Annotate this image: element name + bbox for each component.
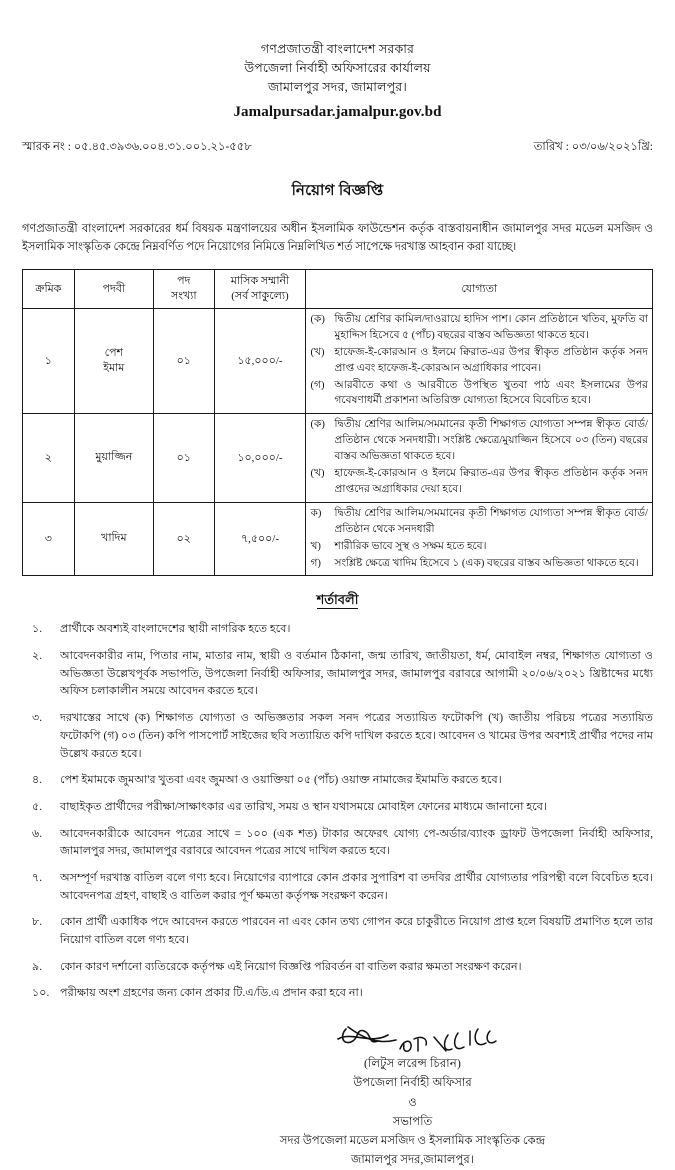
condition-item: [22, 648, 653, 701]
condition-text: প্রার্থীকে অবশ্যই বাংলাদেশের স্থায়ী নাগরিক হতে হবে।: [60, 623, 291, 636]
table-header-row: [23, 270, 653, 309]
condition-item: [22, 826, 653, 861]
signatory-role: সভাপতি: [392, 1115, 433, 1129]
cell-qualification: [306, 502, 653, 576]
condition-number: ৫.: [32, 800, 43, 813]
signatory-name: (লিটুস লরেন্স চিরান): [363, 1057, 462, 1071]
cell-pay: ১৫,০০০/-: [214, 309, 306, 414]
qualification-marker: খ): [310, 540, 321, 552]
qualification-list: [310, 417, 648, 497]
cell-pay: ৭,৫০০/-: [214, 502, 306, 576]
condition-item: [22, 621, 653, 639]
page-title: নিয়োগ বিজ্ঞপ্তি: [291, 182, 384, 199]
condition-number: ২.: [32, 650, 43, 663]
qualification-item: [310, 345, 648, 377]
memo-date: তারিখ : ০৩/০৬/২০২১খ্রি:: [533, 140, 653, 153]
cell-post-line2: ইমাম: [103, 362, 125, 375]
condition-item: [22, 959, 653, 977]
qualification-text: হাফেজ-ই-কোরআন ও ইলমে ক্বিরাত-এর উপর স্বীকৃত প্রতিষ্ঠান কর্তৃক সনদ প্রাপ্ত এবং হাফেজ-ই-কোরআন অগ্রাধিকার পাবেন।: [334, 346, 648, 374]
conditions-list: [22, 621, 653, 1003]
qualification-list: [310, 312, 648, 409]
column-header-count: [154, 270, 214, 309]
letterhead: [22, 0, 653, 124]
cell-post: খাদিম: [74, 502, 153, 576]
condition-number: ৩.: [32, 712, 43, 725]
condition-item: [22, 710, 653, 763]
conditions-heading: [22, 591, 653, 612]
column-header-count-line2: সংখ্যা: [170, 290, 197, 303]
column-header-pay-line1: মাসিক সম্মানী: [230, 275, 290, 288]
condition-item: [22, 985, 653, 1003]
signature-block: [22, 1025, 653, 1170]
cell-post: [74, 309, 153, 414]
cell-serial: ১: [23, 309, 75, 414]
condition-text: কোন প্রার্থী একাধিক পদে আবেদন করতে পারবেন না এবং কোন তথ্য গোপন করে চাকুরীতে নিয়োগ প্রাপ্ত হলে বিষয়টি প্রমাণিত হলে তার নিয়োগ বাতিল বলে গণ্য হবে।: [60, 916, 653, 947]
qualification-text: সংশ্লিষ্ট ক্ষেত্রে খাদিম হিসেবে ১ (এক) বছরের বাস্তব অভিজ্ঞতা থাকতে হবে।: [334, 557, 639, 569]
letterhead-location-line: জামালপুর সদর, জামালপুর।: [267, 79, 408, 94]
qualification-item: [310, 466, 648, 498]
table-row: [23, 414, 653, 502]
qualification-item: [310, 417, 648, 465]
signatory-conjunction: ও: [408, 1095, 417, 1109]
qualification-text: হাফেজ-ই-কোরআন ও ইলমে ক্বিরাত-এর উপর স্বীকৃত প্রতিষ্ঠান কর্তৃক সনদ প্রাপ্তদের অগ্রাধিকার দেয়া হবে।: [334, 468, 648, 495]
cell-pay: ১০,০০০/-: [214, 414, 306, 502]
condition-item: [22, 914, 653, 949]
qualification-marker: (খ): [310, 346, 325, 358]
condition-number: ৮.: [32, 916, 43, 929]
cell-count: ০২: [154, 502, 214, 576]
condition-number: ৬.: [32, 827, 43, 840]
memo-number: স্মারক নং : ০৫.৪৫.৩৯৩৬.০০৪.৩১.০০১.২১-৫৫৮: [22, 140, 252, 153]
condition-item: [22, 772, 653, 790]
column-header-qualification: যোগ্যতা: [306, 270, 653, 309]
document-sheet: [22, 0, 653, 1166]
cell-post: মুয়াজ্জিন: [74, 414, 153, 502]
column-header-pay-line2: (সর্ব সাকুল্যে): [231, 290, 289, 303]
condition-text: দরখাস্তের সাথে (ক) শিক্ষাগত যোগ্যতা ও অভিজ্ঞতার সকল সনদ পত্রের সত্যায়িত ফটোকপি (খ) জাতীয় পরিচয় পত্রের সত্যায়িত ফটোকপি (গ) ০৩ (তিন) কপি পাসপোর্ট সাইজের ছবি সত্যায়িত কপি দাখিল করতে হবে। আবেদন ও খামের উপর অবশ্যই প্রার্থীর পদের নাম উল্লেখ করতে হবে।: [60, 712, 653, 760]
qualification-text: আরবীতে কথা ও আরবীতে উপস্থিত খুতবা পাঠ এবং ইসলামের উপর গবেষণাধর্মী প্রকাশনা অতিরিক্ত যোগ্যতা হিসেবে বিবেচিত হবে।: [334, 379, 648, 407]
condition-text: আবেদনকারীর নাম, পিতার নাম, মাতার নাম, স্থায়ী ও বর্তমান ঠিকানা, জন্ম তারিখ, জাতীয়তা, ধর্ম, মোবাইল নম্বর, শিক্ষাগত যোগ্যতা ও অভিজ্ঞতা উল্লেখপূর্বক সভাপতি, উপজেলা নির্বাহী অফিসার, জামালপুর সদর, জামালপুর বরাবরে আগামী ২০/০৬/২০২১ খ্রিষ্টাব্দের মধ্যে অফিস চলাকালীন সময়ে আবেদন করতে হবে।: [60, 650, 653, 698]
table-row: [23, 309, 653, 414]
letterhead-office-line: উপজেলা নির্বাহী অফিসারের কার্যালয়: [244, 60, 431, 75]
qualification-item: [310, 506, 648, 538]
letterhead-website: Jamalpursadar.jamalpur.gov.bd: [233, 104, 442, 121]
qualification-marker: (খ): [310, 468, 325, 480]
qualification-item: [310, 556, 648, 572]
condition-number: ১.: [32, 623, 43, 636]
cell-qualification: [306, 309, 653, 414]
qualification-list: [310, 506, 648, 572]
letterhead-government-line: গণপ্রজাতন্ত্রী বাংলাদেশ সরকার: [260, 42, 415, 56]
table-row: [23, 502, 653, 576]
condition-text: পেশ ইমামকে জুমআ'র খুতবা এবং জুমআ ও ওয়াক্তিয়া ০৫ (পাঁচ) ওয়াক্ত নামাজের ইমামতি করতে হবে।: [60, 774, 502, 787]
column-header-count-line1: পদ: [177, 275, 191, 288]
intro-paragraph: গণপ্রজাতন্ত্রী বাংলাদেশ সরকারের ধর্ম বিষয়ক মন্ত্রণালয়ের অধীন ইসলামিক ফাউন্ডেশন কর্তৃক বাস্তবায়নাধীন জামালপুর সদর মডেল মসজিদ ও ইসলামিক সাংস্কৃতিক কেন্দ্রে নিম্নবর্ণিত পদে নিয়োগের নিমিত্তে নিম্নলিখিত শর্ত সাপেক্ষে দরখাস্ত আহবান করা যাচ্ছে।: [22, 222, 653, 254]
column-header-serial: ক্রমিক: [23, 270, 75, 309]
condition-number: ৪.: [32, 774, 43, 787]
cell-serial: ৩: [23, 502, 75, 576]
qualification-text: শারীরিক ভাবে সুস্থ ও সক্ষম হতে হবে।: [334, 540, 487, 552]
condition-item: [22, 870, 653, 905]
qualification-marker: ক): [310, 507, 322, 519]
signatory-designation: উপজেলা নির্বাহী অফিসার: [353, 1075, 472, 1089]
qualification-marker: (ক): [310, 419, 325, 431]
conditions-heading-text: শর্তাবলী: [316, 592, 359, 608]
cell-qualification: [306, 414, 653, 502]
condition-number: ১০.: [32, 987, 50, 1000]
cell-count: ০১: [154, 309, 214, 414]
cell-serial: ২: [23, 414, 75, 502]
condition-item: [22, 799, 653, 817]
condition-text: বাছাইকৃত প্রার্থীদের পরীক্ষা/সাক্ষাৎকার এর তারিখ, সময় ও স্থান যথাসময়ে মোবাইল ফোনের মাধ্যমে জানানো হবে।: [60, 800, 547, 813]
condition-text: আবেদনকারীকে আবেদন পত্রের সাথে = ১০০ (এক শত) টাকার অফেরৎ যোগ্য পে-অর্ডার/ব্যাংক ড্রাফট উপজেলা নির্বাহী অফিসার, জামালপুর সদর, জামালপুর বরাবরে আবেদন পত্রের সাথে দাখিল করতে হবে।: [60, 827, 653, 858]
qualification-marker: (গ): [310, 379, 325, 391]
condition-text: কোন কারণ দর্শানো ব্যতিরেকে কর্তৃপক্ষ এই নিয়োগ বিজ্ঞপ্তি পরিবর্তন বা বাতিল করার ক্ষমতা সংরক্ষণ করেন।: [60, 960, 522, 973]
column-header-pay: [214, 270, 306, 309]
handwritten-signature-icon: [318, 1025, 508, 1059]
qualification-item: [310, 539, 648, 555]
signatory-organization: সদর উপজেলা মডেল মসজিদ ও ইসলামিক সাংস্কৃতিক কেন্দ্র: [279, 1134, 546, 1148]
cell-count: ০১: [154, 414, 214, 502]
condition-number: ৯.: [32, 960, 43, 973]
qualification-text: দ্বিতীয় শ্রেণির কামিল/দাওরায়ে হাদিস পাশ। কোন প্রতিষ্ঠানে খতিব, মুফতি বা মুহাদ্দিস হিসেবে ৫ (পাঁচ) বছরের বাস্তব অভিজ্ঞতা থাকতে হবে।: [334, 314, 648, 341]
condition-text: অসম্পূর্ণ দরখাস্ত বাতিল বলে গণ্য হবে। নিয়োগের ব্যাপারে কোন প্রকার সুপারিশ বা তদবির প্রার্থীর যোগ্যতার পরিপন্থী বলে বিবেচিত হবে। আবেদনপত্র গ্রহণ, বাছাই ও বাতিল করার পূর্ণ ক্ষমতা কর্তৃপক্ষ সংরক্ষণ করেন।: [60, 871, 653, 902]
qualification-item: [310, 378, 648, 410]
cell-post-line1: পেশ: [104, 346, 124, 359]
memo-row: [22, 138, 653, 157]
condition-text: পরীক্ষায় অংশ গ্রহণের জন্য কোন প্রকার টি.এ/ডি.এ প্রদান করা হবে না।: [60, 987, 363, 1000]
qualification-text: দ্বিতীয় শ্রেণির আলিম/সমমানের কৃতী শিক্ষাগত যোগ্যতা সম্পন্ন স্বীকৃত বোর্ড/প্রতিষ্ঠান থেকে সনদধারী: [334, 507, 648, 535]
signatory-location: জামালপুর সদর,জামালপুর।: [351, 1152, 474, 1166]
qualification-text: দ্বিতীয় শ্রেণির আলিম/সমমানের কৃতী শিক্ষাগত যোগ্যতা সম্পন্ন স্বীকৃত বোর্ড/প্রতিষ্ঠান থেকে সনদধারী। সংশ্লিষ্ট ক্ষেত্রে/মুয়াজ্জিন হিসেবে ০৩ (তিন) বছরের বাস্তব অভিজ্ঞতা থাকতে হবে।: [334, 419, 648, 463]
jobs-table-body: [23, 309, 653, 576]
column-header-post: পদবী: [74, 270, 153, 309]
qualification-item: [310, 312, 648, 344]
qualification-marker: (ক): [310, 314, 325, 326]
jobs-table: [22, 269, 653, 576]
condition-number: ৭.: [32, 871, 43, 884]
qualification-marker: গ): [310, 557, 321, 569]
